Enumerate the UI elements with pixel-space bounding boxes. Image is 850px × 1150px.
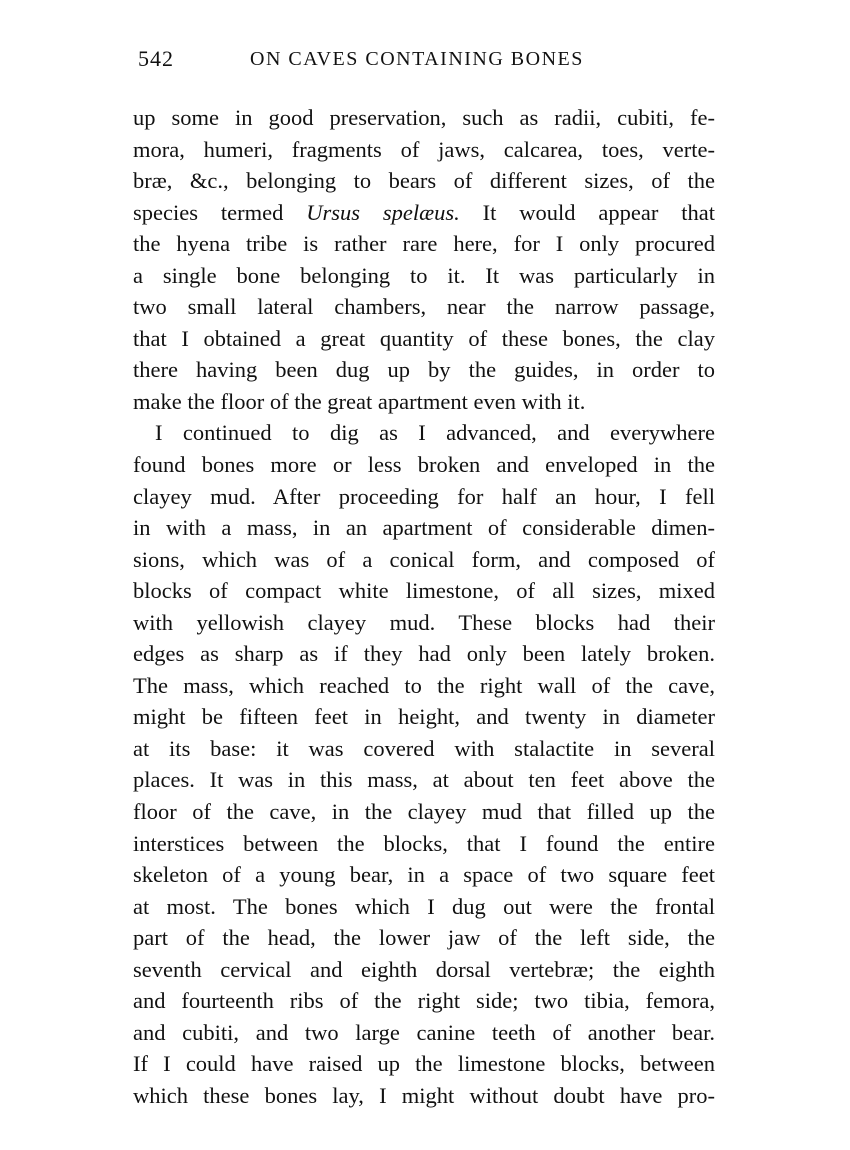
text-line: at its base: it was covered with stalactite in several — [133, 735, 715, 761]
text-line: bræ, &c., belonging to bears of different sizes, of the — [133, 168, 715, 194]
text-line: that I obtained a great quantity of these bones, the clay — [133, 325, 715, 351]
text-fragment: species termed — [133, 199, 284, 225]
text-line: and fourteenth ribs of the right side; two tibia, femora, — [133, 988, 715, 1014]
text-line: there having been dug up by the guides, in order to — [133, 357, 715, 383]
text-line: sions, which was of a conical form, and composed of — [133, 546, 715, 572]
text-line: interstices between the blocks, that I found the entire — [133, 830, 715, 856]
text-line: mora, humeri, fragments of jaws, calcarea, toes, verte- — [133, 136, 715, 162]
text-line: The mass, which reached to the right wall of the cave, — [133, 672, 715, 698]
text-line: with yellowish clayey mud. These blocks had their — [133, 609, 715, 635]
text-line: If I could have raised up the limestone blocks, between — [133, 1051, 715, 1077]
text-line: blocks of compact white limestone, of all sizes, mixed — [133, 578, 715, 604]
text-line: which these bones lay, I might without doubt have pro- — [133, 1082, 715, 1108]
text-line: and cubiti, and two large canine teeth of another bear. — [133, 1019, 715, 1045]
text-line: clayey mud. After proceeding for half an hour, I fell — [133, 483, 715, 509]
body-text — [133, 102, 715, 1112]
text-line: floor of the cave, in the clayey mud that filled up the — [133, 799, 715, 825]
text-line: the hyena tribe is rather rare here, for I only procured — [133, 231, 715, 257]
text-line: skeleton of a young bear, in a space of two square feet — [133, 862, 715, 888]
text-line: at most. The bones which I dug out were the frontal — [133, 893, 715, 919]
text-line: in with a mass, in an apartment of considerable dimen- — [133, 515, 715, 541]
text-line: up some in good preservation, such as radii, cubiti, fe- — [133, 105, 715, 130]
text-line: places. It was in this mass, at about ten feet above the — [133, 767, 715, 793]
running-title: ON CAVES CONTAINING BONES — [250, 48, 584, 70]
text-fragment: It would appear that — [482, 199, 716, 225]
text-line: seventh cervical and eighth dorsal vertebræ; the eighth — [133, 956, 715, 982]
text-line: two small lateral chambers, near the narrow passage, — [133, 294, 715, 320]
text-line — [133, 197, 715, 229]
text-line: edges as sharp as if they had only been lately broken. — [133, 641, 715, 667]
text-line: part of the head, the lower jaw of the left side, the — [133, 925, 715, 951]
text-line: a single bone belonging to it. It was particularly in — [133, 262, 715, 288]
running-head — [138, 46, 728, 76]
text-line: might be fifteen feet in height, and twenty in diameter — [133, 704, 715, 730]
text-line: found bones more or less broken and enveloped in the — [133, 452, 715, 478]
text-line: I continued to dig as I advanced, and everywhere — [155, 420, 715, 446]
page-number: 542 — [138, 46, 174, 71]
species-name: Ursus spelæus. — [306, 199, 460, 225]
text-line: make the floor of the great apartment even with it. — [133, 388, 586, 414]
